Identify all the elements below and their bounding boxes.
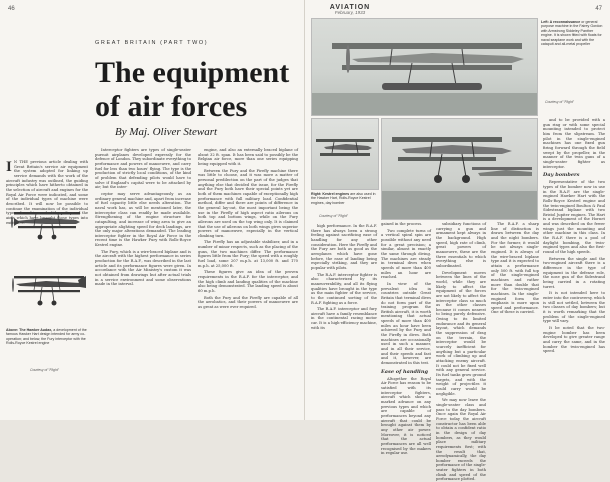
caption-lead: Right: Kestrel engines [311,192,350,196]
hawker-fury-illustration [8,262,90,320]
page-number: 46 [8,6,15,12]
r-col2-para-2: Development moves between the lines of the world, while they are likely to affect the equipment of the forces are not likely to affect the interceptor class so much as the other classes because it comes nearest to being purely defensive. Owing to its limited endurance and its general layout, which demands the suppression of drag on the terrain, the interceptor would be scarcely inefficient for anything but a particular work of climbing up and attacking enemy aircraft. It could not be fixed well with any general service. Its fuel tanks grow ground targets, and with the weight of projectiles it could carry would be negligible. [436,270,486,396]
col3-para-1: engine, and also an externally braced biplane of about 32 ft. span. It has been said to possibly be the Belgian air force, more than one series equipping being equipped with it. [198,148,298,166]
article-column-1 [6,159,88,225]
photo-credit: Courtesy of "Flight" [319,214,348,218]
article-kicker: GREAT BRITAIN (PART TWO) [95,40,209,46]
fairey-gordon-seaplane-image [312,19,537,115]
r-col4-para-4: It is not intended here to enter into the controversy, which is still not settled, between the two classes of day bombers; but it is worth remarking that the problem of the single-engined type will vary. [543,291,605,324]
right-column-2 [436,222,486,482]
right-column-0 [311,224,377,414]
r-col4-para-2: Representative of the two types of the bomber now in use in the R.A.F. are the single-engined Hawker Hart with the Rolls-Royce Kestrel engine and the twin-engined Boulton & Paul Sidestrand biplane with two Bristol Jupiter engines. The Hart is a development of the Hornet and was described on the fewer wings just the mounting and other machine in this class. In the R.A.F. there is a pool of daylight bombing, the twin-engined types and also the first-round of the high speeds. [543,180,605,255]
page-number: 47 [595,6,602,12]
photo-credit: Courtesy of "Flight" [30,368,59,372]
r-col2-para-1: subsidiary functions of carrying a gun and armament kept always in the background. High speed, high rate of climb, great powers of manoeuvre, these are the three essentials to which everything else is subordinated. [436,222,486,268]
r-col0-para-3: The R.A.F. interceptor and fury aircraft have a family resemblance in the continental racing motor car. It is a high-efficiency machine, with its [311,307,377,330]
col2-para-1: Interceptor fighters are types of single-seater pursuit airplanes developed expressly for the defence of London. They subordinate everything to performance and powers of manoeuvre, and carry fuel for less than two hours' flying. The type is the production of strictly local conditions, of the kind of problem that defending pilots would have to solve if England's capital were to be attacked by air; but the inter- [95,148,191,190]
magazine-name: AVIATION [329,4,371,11]
caption-lead: Left: A reconnaissance [541,20,581,24]
r-col4-para-3: Between the single and the two-engined aircraft there is a difference in the type of equipment in the defense role, the nose gun of the Sidestrand being carried in a rotating turret. [543,256,605,289]
left-photo-caption [6,328,88,346]
article-column-2 [95,148,191,414]
col2-para-2: ceptor may serve advantageously as an ordinary general machine and, apart from increase of fuel capacity little else needs alteration. The naval work has, as will be mentioned later, the interceptor class can readily be made available. Strengthening of the engine structure for catapulting, and increase of wing area to give an appropriate alighting speed for deck landings, are the only major alterations demanded. The leading interceptor fighter in the Royal Air Force in the recent time is the Hawker Fury with Rolls-Royce Kestrel engine. [95,191,191,248]
r-col2-para-3: We may now leave the single-seater class and pass to the day bombers. Once again the Royal Air Force today the aircraft constructor has been able to obtain a confident ratio in the design of day bombers, as they would place military requirements first; with the result that, aerodynamically, the day bomber exceeds the performance of the single-seater fighters in both climb and speed of the performance plotted. [436,398,486,482]
biplanes-ground-photo [381,118,538,220]
article-byline: By Maj. Oliver Stewart [115,126,218,138]
article-headline: The equipment of air forces [95,56,290,123]
right-page [305,0,610,482]
seaplane-caption [541,20,605,46]
r-col4-para-1: and to be provided with a gun ring or with some special mounting intended to protect him from the slipstream. The pilot in the single-engined machines has one fixed gun firing forward through the field swept by the propeller, in the manner of the twin guns of a single-seater fighter as interceptor. [543,118,605,169]
r-col1-para-4: Altogether the Royal Air Force has reason to be satisfied with its interceptor fighters, aircraft which show a marked advance on any previous types and which are capable of performances beyond any aircraft that could be brought against them by any other air power. Moreover, it is noticed that the actual performances are all well recognised by the makers in regular use. [381,376,431,456]
masthead [315,4,385,16]
col1-para-1: I N THE previous article dealing with Great Britain's service air equipment the system adopted for linking up service demands with the work of the aircraft industry was outlined, the guiding principles which have hitherto obtained in the selection of aircraft and engines for the Royal Air Force were indicated, and some of the individual types of machine were described. It will now be possible to continue the examination of the individual types of machine and of the policy and the aims which have brought those types into existence. [6,159,88,225]
col3-para-3: The Firefly has an adjustable stabilizer, and in a number of minor respects, such as the placing of the guns, the two machines differ. The performance figures little from the Fury; the speed with a roughly fuel load, some 207 m.p.h. at 13,000 ft. and 170 m.p.h. at 25,000 ft. [198,240,298,268]
r-col0-para-2: The R.A.F. interceptor fighter is also characterized by its maneuverability, and all its flying qualities have brought in the type as the main fighter of the service, to the continued sorting of the R.A.F. fighting as a force. [311,272,377,305]
caption-body: a development of the famous Hawker Hart design intended for army co-operation; and below, the Fury interceptor with the Rolls-Royce Kestrel engine [6,328,87,346]
col3-para-4: These figures give an idea of the proven requirements in the R.A.F. for the interceptor, and the high climb and landing qualities of the machine also being demonstrated. The landing speed is about 60 m.p.h. [198,270,298,294]
col3-para-5: Both the Fury and the Firefly are capable of all the aerobatics, and their powers of manoeuvre are as great as were ever required. [198,295,298,309]
right-column-3 [491,222,539,414]
photo-credit: Courtesy of "Flight" [545,100,574,104]
hawker-hart-photo [311,118,379,190]
r-col4-para-5: It be noted that the two-engine bomber has been developed to give greater range and carry the same, and in the bomber the twin-engined has speed. [543,325,605,354]
seaplane-photo [311,18,538,116]
r-col1-para-2: Two complete turns of a vertical spiral spin are possible without any need for a great precision; a similar, almost in exactly the same through diving. The machines are steady in terminal dives when speeds of more than 400 miles an hour are reached. [381,228,431,280]
col3-para-2: Between the Fury and the Firefly machine there was little to choose, and it was more a matter of personal predilection on the part of the judges that anything else that decided the issue, for the Firefly and the Fury both have their special points yet are both of them machines capable of exceptionally high performance with full military load. Confidential method, differ and there are points of difference in the general lay-out, the most important being the use in the Firefly of high aspect ratio ailerons on both top and bottom wings, while on the Fury ailerons are used on the top wing only. It is claimed that the use of ailerons on both wings gives superior powers of manoeuvre, especially in the vertical climbing turn. [198,168,298,238]
caption-lead: Above: The Hawker Audax, [6,328,53,332]
right-column-1 [381,222,431,456]
col2-para-3: The Fury, which is a wire-braced biplane and is the aircraft with the highest performance in series production for the R.A.F., was described in the last article and its performance figures were given. In accordance with the Air Ministry's custom it was not obtained from drawings but after actual trials in a service environment and some observations made in the interval. [95,249,191,287]
caption-body: are also used in the Hawker Hart, Rolls-Royce Kestrel engines, day bomber [311,192,376,205]
issue-date: February, 1933 [334,10,366,15]
subhead-day-bombers: Day bombers [543,172,580,179]
r-col3-para-1: The R.A.F. a sharp line of distinction is drawn between the day and the night bombers. For the former, it would be not always single-engined. It is always of the wire-braced biplane type and it is expected to attain a performance only 500 ft. with full top of the single-engined machines and rather more than double that for the twin-engined machines. In the single-engined form the emphasis is more upon speed and performance. One of these is carried. [491,222,539,315]
r-col1-para-3: In view of the prevalent idea in countries outside Great Britain that terminal dives do not form part of the training program the British aircraft, it is worth mentioning that actual speeds of more than 400 miles an hour have been achieved by the Fury and the Firefly in dives. Both machines are occasionally used in such a manner, and in all their service, and their speeds and fast and it, however, are demonstrated in this test. [381,281,431,366]
hawker-hart-image [312,119,378,189]
subhead-ease-of-handling: Ease of handling [381,368,428,375]
right-column-4 [543,118,605,414]
drop-cap: I [6,159,12,175]
r-col1-para-1: gained in the process. [381,222,423,226]
hart-caption [311,192,377,205]
biplanes-on-airfield-image [382,119,537,219]
r-col0-para-1: high performance. In the R.A.F. there has always been a strong feeling against sacrificing ease of handling for any other consideration. Here the Firefly and the Fury are both as good as the aeroplanes which have gone before, the ease of landing being especially striking, and they are popular with pilots. [311,224,377,270]
caption-body: or general purpose machine in the Fairey Gordon with Armstrong Siddeley Panther engine. It is shown fitted with floats for naval seaplane work and with the catapult and all-metal propeller [541,20,603,47]
left-page [0,0,305,420]
article-column-3 [198,148,298,414]
